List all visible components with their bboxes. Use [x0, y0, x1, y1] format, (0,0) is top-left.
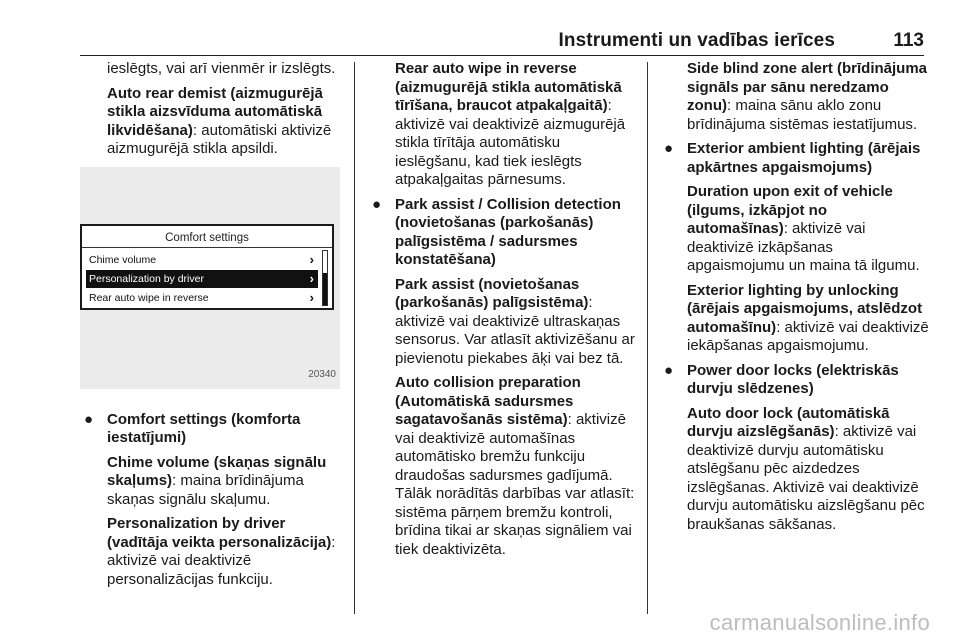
scrollbar[interactable]: [322, 250, 328, 306]
bullet-icon: ●: [664, 140, 674, 157]
menu-item-chime-volume[interactable]: [86, 251, 318, 269]
doorlocks-title: Power door locks (elektriskās durvju slēdzenes): [687, 361, 899, 397]
rear-wipe-paragraph: [368, 60, 640, 190]
bullet-icon: ●: [372, 195, 382, 213]
column-2: [368, 60, 640, 565]
menu-item-rear-wipe[interactable]: [86, 289, 318, 307]
rear-demist-paragraph: [80, 85, 350, 159]
park-sub-paragraph: [395, 276, 640, 369]
column-divider-1: [354, 62, 355, 614]
rear-wipe-text: : aktivizē vai deaktivizē aizmugurējā stikla tīrītāja automātisku ieslēgšanu, kad tiek ieslēgts atpakaļgaitas pārnesums.: [395, 97, 626, 188]
chime-paragraph: [107, 454, 350, 510]
menu-item-label: Personalization by driver: [89, 272, 204, 285]
menu-item-personalization[interactable]: [86, 270, 318, 288]
column-3: [660, 60, 932, 540]
chevron-right-icon: ›: [309, 251, 314, 267]
side-blind-text: : maina sānu aklo zonu brīdinājuma sistēmas iestatījumus.: [687, 97, 918, 133]
display-screen: [80, 224, 334, 310]
collision-paragraph: [395, 374, 640, 559]
unlock-text: : aktivizē vai deaktivizē iekāpšanas apgaismojumu.: [687, 318, 929, 354]
bullet-door-locks: [660, 362, 932, 535]
personal-title: Personalization by driver (vadītāja veikta personalizācija): [107, 515, 332, 551]
chime-title: Chime volume (skaņas signālu skaļums): [107, 453, 327, 489]
page-number: 113: [893, 30, 924, 51]
screen-separator: [82, 247, 332, 248]
rear-wipe-title: Rear auto wipe in reverse (aizmugurējā stikla automātiskā tīrīšana, braucot atpakaļgaitā): [395, 60, 622, 114]
ambient-title: Exterior ambient lighting (ārējais apkārtnes apgaismojums): [687, 140, 921, 176]
comfort-title: Comfort settings (komforta iestatījumi): [107, 410, 301, 446]
figure-code: 20340: [308, 369, 336, 380]
comfort-settings-figure: [80, 167, 340, 389]
duration-paragraph: [687, 183, 932, 276]
header-rule: [80, 55, 924, 56]
rear-demist-title: Auto rear demist (aizmugurējā stikla aizsvīduma automātiskā likvidēšana): [107, 84, 323, 139]
collision-text: : aktivizē vai deaktivizē automašīnas automātisko bremžu funkciju draudošas sadursmes gadījumā. Tālāk norādītās darbības var atlasīt: sistēma pārņem bremžu kontroli, brīdina tikai ar skaņas signāliem vai tiek deaktivizēta.: [395, 411, 635, 558]
menu-item-label: Chime volume: [89, 253, 157, 266]
park-sub-title: Park assist (novietošanas (parkošanās) palīgsistēma): [395, 275, 589, 311]
park-title: Park assist / Collision detection (novietošanas (parkošanās) palīgsistēma / sadursmes konstatēšana): [395, 195, 621, 268]
bullet-icon: ●: [84, 410, 94, 428]
unlock-paragraph: [687, 282, 932, 356]
scroll-thumb[interactable]: [323, 273, 327, 305]
menu-item-label: Rear auto wipe in reverse: [89, 291, 209, 304]
bullet-comfort-settings: [80, 411, 350, 590]
chevron-right-icon: ›: [309, 270, 314, 286]
side-blind-title: Side blind zone alert (brīdinājuma signāls par sānu neredzamo zonu): [687, 60, 928, 114]
personal-paragraph: [107, 515, 350, 589]
side-blind-paragraph: [660, 60, 932, 134]
rear-demist-text: : automātiski aktivizē aizmugurējā stikla apsildi.: [107, 121, 332, 157]
duration-title: Duration upon exit of vehicle (ilgums, izkāpjot no automašīnas): [687, 183, 893, 237]
autolock-paragraph: [687, 405, 932, 535]
autolock-text: : aktivizē vai deaktivizē durvju automātisku atslēgšanu pēc aizdedzes izslēgšanas. Aktivizē vai deaktivizē durvju automātisku aizslēgšanu pēc braukšanas sākšanas.: [687, 423, 925, 533]
intro-text: ieslēgts, vai arī vienmēr ir izslēgts.: [107, 60, 336, 77]
park-sub-text: : aktivizē vai deaktivizē ultraskaņas sensorus. Var atlasīt aktivizēšanu ar pievienotu piekabes āķi vai bez tā.: [395, 294, 635, 367]
section-title: Instrumenti un vadības ierīces: [558, 30, 835, 51]
column-1: [80, 60, 350, 595]
bullet-park-assist: [368, 196, 640, 560]
page-header: [0, 0, 960, 56]
autolock-title: Auto door lock (automātiskā durvju aizslēgšanās): [687, 404, 890, 440]
collision-title: Auto collision preparation (Automātiskā sadursmes sagatavošanās sistēma): [395, 374, 581, 428]
chevron-right-icon: ›: [309, 289, 314, 305]
personal-text: : aktivizē vai deaktivizē personalizācijas funkciju.: [107, 533, 336, 588]
bullet-ambient-lighting: [660, 140, 932, 356]
column-divider-2: [647, 62, 648, 614]
screen-title: Comfort settings: [165, 231, 249, 244]
chime-text: : maina brīdinājuma skaņas signālu skaļumu.: [107, 472, 304, 508]
watermark: carmanualsonline.info: [709, 610, 930, 635]
bullet-icon: ●: [664, 361, 674, 379]
unlock-title: Exterior lighting by unlocking (ārējais apgaismojums, atslēdzot automašīnu): [687, 281, 923, 336]
duration-text: : aktivizē vai deaktivizē izkāpšanas apgaismojumu un maina tā ilgumu.: [687, 220, 920, 274]
